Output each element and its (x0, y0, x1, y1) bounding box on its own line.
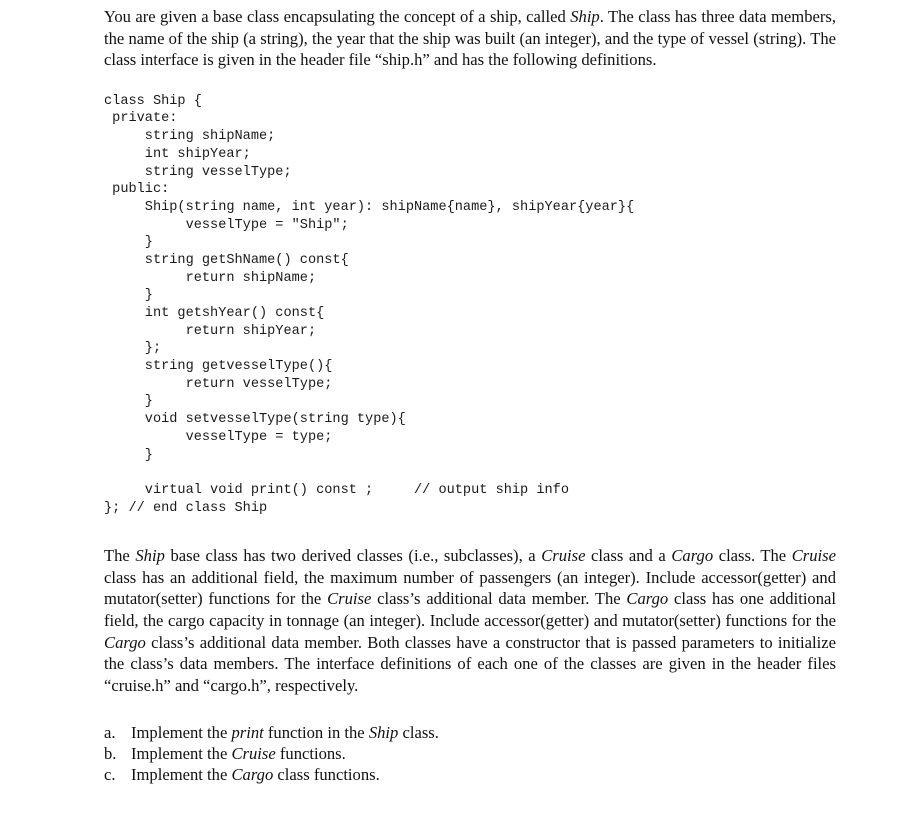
desc-text: class has one additional field, the cargo capacity in tonnage (an integer). Include accessor(getter) and mutator(setter) functions for the (104, 589, 837, 631)
code-line: public: (104, 182, 170, 198)
code-line: void setvesselType(string type){ (104, 412, 406, 428)
desc-emphasis: Cargo (104, 632, 146, 652)
code-line: }; // end class Ship (104, 500, 268, 516)
code-line: Ship(string name, int year): shipName{name}, shipYear{year}{ (104, 199, 635, 215)
task-text: class. (398, 723, 439, 743)
desc-text: class’s additional data member. Both classes have a constructor that is passed parameters to initialize the class’s data members. The interface definitions of each one of the classes are given in the header files “cruise.h” and “cargo.h”, respectively. (104, 632, 836, 695)
task-item (104, 764, 836, 785)
task-text: class functions. (273, 765, 380, 785)
task-item (104, 743, 836, 764)
code-line: return vesselType; (104, 376, 333, 392)
intro-text-2: . The class has three data members, the name of the ship (a string), the year that the ship was built (an integer), and the type of vessel (string). The class interface is given in the header file “ship.h” and has the following definitions. (104, 7, 836, 70)
code-line: } (104, 447, 153, 463)
code-line: } (104, 394, 153, 410)
code-line: string vesselType; (104, 164, 292, 180)
desc-text: class. The (713, 546, 792, 566)
task-text: Implement the (131, 723, 232, 743)
desc-emphasis: Ship (135, 546, 165, 566)
code-line: int getshYear() const{ (104, 306, 325, 322)
code-line: private: (104, 111, 178, 127)
task-letter: a. (104, 723, 116, 743)
code-line: } (104, 235, 153, 251)
code-line: }; (104, 341, 162, 357)
task-letter: b. (104, 744, 117, 764)
task-list (104, 722, 836, 785)
desc-text: class has an additional field, the maximum number of passengers (an integer). Include accessor(getter) and mutator(setter) functions for the (104, 567, 836, 609)
task-text: Implement the (131, 765, 232, 785)
code-line: string shipName; (104, 129, 276, 145)
code-line: string getvesselType(){ (104, 359, 333, 375)
code-line (104, 464, 836, 482)
desc-emphasis: Cargo (671, 546, 714, 566)
code-line: int shipYear; (104, 146, 251, 162)
task-text: function in the (263, 723, 369, 743)
intro-ship-emphasis: Ship (570, 7, 600, 26)
code-line: virtual void print() const ; // output ship info (104, 482, 569, 498)
code-line: vesselType = type; (104, 429, 333, 445)
desc-text: class’s additional data member. The (371, 589, 627, 609)
document-page (104, 6, 836, 785)
code-line: class Ship { (104, 93, 202, 109)
task-letter: c. (104, 765, 116, 785)
code-line: string getShName() const{ (104, 252, 349, 268)
desc-emphasis: Cruise (327, 589, 372, 609)
intro-paragraph (104, 6, 836, 71)
desc-text: The (104, 546, 136, 566)
code-line: vesselType = "Ship"; (104, 217, 349, 233)
code-line: } (104, 288, 153, 304)
description-paragraph (104, 545, 836, 696)
task-text: functions. (275, 744, 346, 764)
task-item (104, 722, 836, 743)
desc-emphasis: Cruise (541, 546, 586, 566)
desc-emphasis: Cargo (626, 589, 669, 609)
code-line: return shipName; (104, 270, 317, 286)
desc-text: base class has two derived classes (i.e., subclasses), a (164, 546, 542, 566)
desc-emphasis: Cruise (791, 546, 836, 566)
task-text: Implement the (131, 744, 232, 764)
intro-text-1: You are given a base class encapsulating the concept of a ship, called (104, 7, 571, 26)
desc-text: class and a (585, 546, 672, 566)
task-emphasis: Cruise (231, 744, 276, 764)
task-emphasis: print (231, 723, 264, 743)
code-line: return shipYear; (104, 323, 317, 339)
task-emphasis: Ship (368, 723, 399, 743)
task-emphasis: Cargo (231, 765, 274, 785)
code-listing (104, 93, 836, 518)
